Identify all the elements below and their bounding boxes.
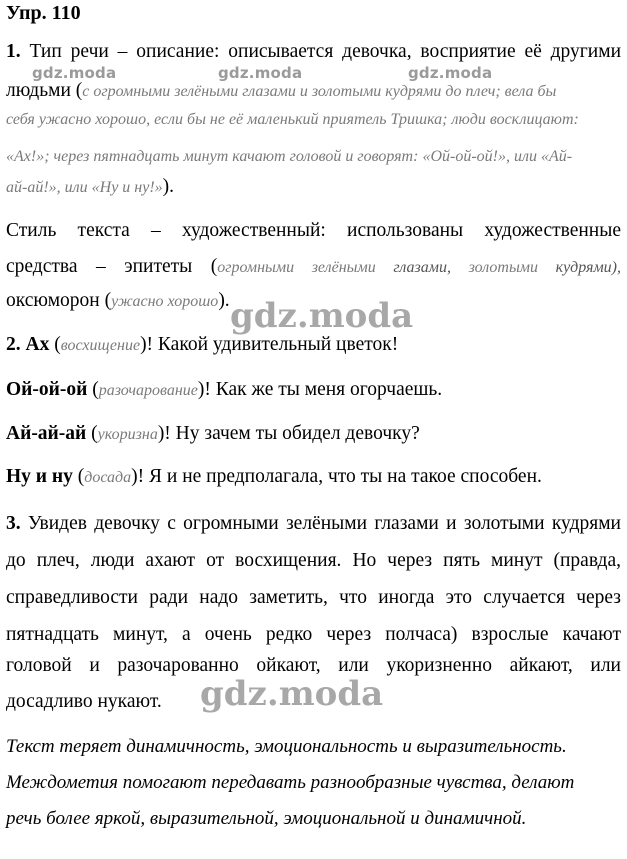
text-fragment: оксюморон ( xyxy=(6,290,112,311)
style-line2 xyxy=(6,255,621,280)
section1-line1 xyxy=(6,40,621,64)
conclusion-line1: Текст теряет динамичность, эмоциональность и выразительность. xyxy=(6,736,567,757)
interjection: Ой-ой-ой xyxy=(6,379,88,400)
section3-number: 3. xyxy=(6,513,21,534)
interjection: Ну и ну xyxy=(6,466,73,487)
interjection: Ай-ай-ай xyxy=(6,423,87,444)
section1-line3 xyxy=(6,107,579,132)
quote-fragment: глазами, xyxy=(375,259,469,276)
quote-fragment: с огромными зелёными глазами и золотыми кудрями до плеч; вела бы xyxy=(82,83,557,100)
section3-line1 xyxy=(6,512,621,536)
watermark-1: gdz.moda xyxy=(32,64,117,82)
watermark-big-1: gdz.moda xyxy=(230,296,414,336)
section1-line2 xyxy=(6,79,556,104)
conclusion-line3: речь более яркой, выразительной, эмоциональной и динамичной. xyxy=(6,808,527,829)
section3-line4: пятнадцать минут, а очень редко через полчаса) взрослые качают xyxy=(6,624,621,645)
section1-line5 xyxy=(6,175,174,200)
example-sentence: )! Я и не предполагала, что ты на такое способен. xyxy=(131,466,542,487)
text-fragment: людьми ( xyxy=(6,80,83,101)
watermark-3: gdz.moda xyxy=(408,64,493,82)
interjection-row-4: Ну и ну (досада)! Я и не предполагала, что ты на такое способен. xyxy=(6,466,542,487)
interjection-row-3: Ай-ай-ай (укоризна)! Ну зачем ты обидел девочку? xyxy=(6,423,420,444)
example-sentence: )! Какой удивительный цветок! xyxy=(140,334,399,355)
section3-line2: до плеч, люди ахают от восхищения. Но через пять минут (правда, xyxy=(6,550,621,571)
interjection-row-1: 2. Ах (восхищение)! Какой удивительный цветок! xyxy=(6,334,399,355)
section1-number: 1. xyxy=(6,41,21,62)
quote-fragment: кудрями), xyxy=(537,259,621,276)
section3-line3: справедливости ради надо заметить, что иногда это случается через xyxy=(6,587,621,608)
section3-line6: досадливо нукают. xyxy=(6,691,162,712)
emotion-label: восхищение xyxy=(60,337,141,354)
quote-fragment: ай-ай!», или «Ну и ну!» xyxy=(6,179,163,196)
quote-fragment: себя ужасно хорошо, если бы не её маленький приятель Тришка; люди восклицают: xyxy=(6,111,579,128)
text-fragment: ). xyxy=(218,290,230,311)
example-sentence: )! Ну зачем ты обидел девочку? xyxy=(157,423,420,444)
section2-number: 2. xyxy=(6,334,21,355)
conclusion-line2: Междометия помогают передавать разнообразные чувства, делают xyxy=(6,772,575,793)
exercise-title: Упр. 110 xyxy=(6,2,81,24)
emotion-label: досада xyxy=(84,469,132,486)
section3-line5: головой и разочарованно ойкают, или укоризненно айкают, или xyxy=(6,655,621,676)
text-fragment: Увидев девочку с огромными зелёными глазами и золотыми кудрями xyxy=(27,513,621,534)
text-fragment: ). xyxy=(162,176,175,197)
text-fragment: средства – эпитеты ( xyxy=(6,256,218,277)
style-line3 xyxy=(6,289,230,314)
example-sentence: )! Как же ты меня огорчаешь. xyxy=(197,379,443,400)
epithet-example: золотыми xyxy=(468,259,538,276)
epithet-example: огромными зелёными xyxy=(217,259,376,276)
section1-line4 xyxy=(6,144,572,169)
watermark-big-2: gdz.moda xyxy=(200,674,384,714)
interjection: Ах xyxy=(25,334,50,355)
watermark-2: gdz.moda xyxy=(218,64,303,82)
emotion-label: укоризна xyxy=(97,426,158,443)
emotion-label: разочарование xyxy=(98,382,198,399)
section1-text: Тип речи – описание: описывается девочка, восприятие её другими xyxy=(29,41,622,62)
style-line1: Стиль текста – художественный: использованы художественные xyxy=(6,220,621,241)
oxymoron-example: ужасно хорошо xyxy=(111,293,219,310)
interjection-row-2: Ой-ой-ой (разочарование)! Как же ты меня огорчаешь. xyxy=(6,379,443,400)
quote-fragment: «Ах!»; через пятнадцать минут качают головой и говорят: «Ой-ой-ой!», или «Ай- xyxy=(6,148,573,165)
